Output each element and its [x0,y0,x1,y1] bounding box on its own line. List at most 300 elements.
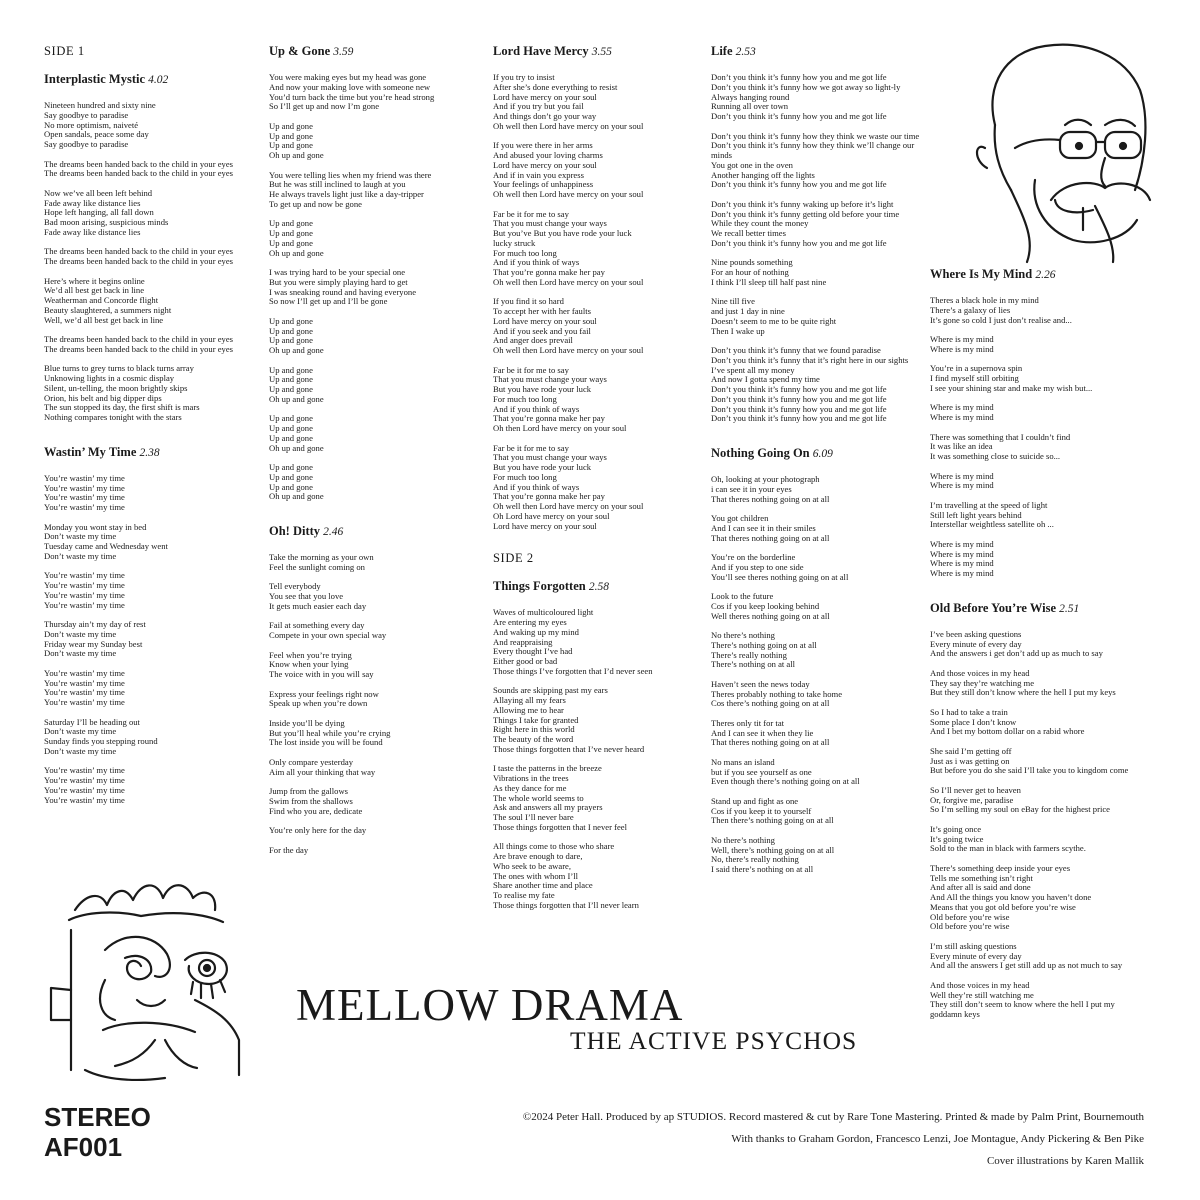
lyric-line: If you find it so hard [493,296,564,307]
lyric-line: And all the answers I get still add up as not much to say [930,960,1123,971]
lyric-line: To accept her with her faults [493,306,591,316]
lyric-line: lucky struck [493,237,536,248]
lyric-stanza [711,258,926,287]
lyric-line: Unknowing lights in a cosmic display [44,373,175,383]
lyric-line: Compete in your own special way [269,630,387,640]
lyric-line: And if in vain you express [493,169,584,180]
lyric-line: The voice with in you will say [269,669,374,679]
credit-line: With thanks to Graham Gordon, Francesco Lenzi, Joe Montague, Andy Pickering & Ben Pike [731,1133,1144,1145]
lyric-line: You’re wastin’ my time [44,472,125,483]
lyric-line: Old before you’re wise [930,921,1010,932]
song-name: Where Is My Mind [930,267,1033,281]
lyric-line: You’re in a supernova spin [930,363,1023,374]
lyric-line: We’d all best get back in line [44,285,145,296]
format-block [44,1102,151,1162]
lyric-stanza [44,571,264,610]
lyric-line: Only compare yesterday [269,756,353,767]
lyric-stanza [44,766,264,805]
lyric-stanza [44,718,264,757]
lyric-line: There’s really nothing [711,649,787,660]
lyric-line: I was sneaking round and having everyone [269,286,417,297]
lyric-line: Up and gone [269,384,313,394]
lyric-line: Oh then Lord have mercy on your soul [493,423,627,433]
lyric-line: Up and gone [269,228,313,238]
lyric-line: Don’t you think it’s funny getting old before your time [711,208,900,219]
lyric-line: The beauty of the word [493,734,574,744]
lyric-stanza [711,200,926,249]
lyric-line: If you were there in her arms [493,140,593,151]
song-block [493,579,703,910]
lyric-line: You’d turn back the time but you’re head strong [269,91,435,102]
lyric-line: Things I take for granted [493,714,579,725]
lyric-line: Find who you are, dedicate [269,805,363,816]
lyric-line: Where is my mind [930,548,994,559]
lyric-line: Or, forgive me, paradise [930,794,1014,805]
lyric-line: Don’t waste my time [44,628,117,639]
lyric-line: Well, there’s nothing going on at all [711,844,835,855]
lyric-stanza [711,592,926,621]
lyric-stanza [493,686,703,754]
lyric-line: But you have rode your luck [493,462,592,472]
lyric-line: Tells me something isn’t right [930,872,1033,883]
lyric-line: I find myself still orbiting [930,373,1019,383]
lyric-line: Don’t waste my time [44,745,117,756]
lyric-stanza [493,842,703,910]
song-block [930,267,1145,579]
lyric-line: For an hour of nothing [711,267,789,277]
lyric-line: Oh up and gone [269,150,324,160]
lyric-line: Beauty slaughtered, a summers night [44,304,172,315]
lyric-line: Up and gone [269,237,313,248]
song-name: Things Forgotten [493,579,586,594]
lyric-line: But they still don’t know where the hell I put my keys [930,687,1116,698]
lyric-line: Feel the sunlight coming on [269,561,365,572]
lyric-stanza [711,631,926,670]
lyric-line: That you must change your ways [493,374,607,385]
lyric-stanza [44,335,264,355]
lyric-line: Up and gone [269,218,313,229]
lyric-line: So I’m selling my soul on eBay for the highest price [930,804,1110,815]
lyric-stanza [44,189,264,238]
lyric-line: Don’t you think it’s funny how they think we waste our time [711,130,920,141]
lyric-line: You’re wastin’ my time [44,784,125,795]
lyric-line: There’s something deep inside your eyes [930,862,1071,873]
lyric-stanza [493,444,703,532]
song-duration: 2.46 [323,526,344,538]
lyric-line: Fade away like distance lies [44,226,141,237]
lyric-line: And All the things you know you haven’t done [930,892,1092,902]
face-sketch-bald-glasses [965,30,1165,265]
song-name: Oh! Ditty [269,524,321,538]
lyric-line: For much too long [493,471,557,482]
lyric-line: Don’t you think it’s funny how you and me got life [711,384,887,394]
lyric-line: Oh well then Lord have mercy on your soul [493,120,644,131]
lyric-line: Oh well then Lord have mercy on your soul [493,189,644,199]
lyric-line: Don’t you think it’s funny how we got away so light-ly [711,81,901,92]
lyric-line: Always hanging round [711,91,790,102]
lyric-line: You’re wastin’ my time [44,589,125,600]
lyric-line: Cos there’s nothing going on at all [711,698,830,709]
lyric-line: Up and gone [269,462,313,472]
lyric-line: Lord have mercy on your soul [493,315,597,326]
lyric-line: Vibrations in the trees [493,773,569,783]
lyric-line: Blue turns to grey turns to black turns array [44,363,194,374]
lyric-line: I see your shining star and make my wish but... [930,382,1093,393]
lyric-line: Where is my mind [930,558,994,569]
lyric-line: Those things forgotten that I’ve never heard [493,743,645,754]
lyric-line: Where is my mind [930,538,994,549]
song-title [44,72,264,87]
lyric-line: There was something that I couldn’t find [930,431,1071,442]
lyric-line: Either good or bad [493,656,558,666]
lyric-line: goddamn keys [930,1009,980,1019]
lyric-stanza [269,122,484,161]
lyric-line: You’re wastin’ my time [44,794,125,805]
lyric-line: You were making eyes but my head was gone [269,72,427,82]
lyric-line: Stand up and fight as one [711,795,799,806]
song-title [493,579,703,594]
lyric-line: After she’s done everything to resist [493,81,618,92]
lyric-line: You’re wastin’ my time [44,697,125,707]
lyric-line: Don’t you think it’s funny how you and me got life [711,72,887,82]
lyric-stanza [269,787,484,816]
lyrics-column-2 [269,44,484,877]
lyric-line: That you must change your ways [493,452,607,463]
lyric-line: Lord have mercy on your soul [493,159,597,170]
lyric-line: We recall better times [711,228,786,238]
lyric-line: Far be it for me to say [493,442,569,453]
lyric-line: Even though there’s nothing going on at all [711,776,860,787]
song-duration: 2.53 [735,46,756,58]
lyric-line: For much too long [493,393,557,404]
lyric-stanza [269,846,484,856]
lyric-line: But you’ve But you have rode your luck [493,228,632,238]
lyric-line: So I’ll get up and now I’m gone [269,101,380,112]
lyric-line: Say goodbye to paradise [44,139,129,149]
lyric-line: To realise my fate [493,890,555,900]
lyric-line: Well they’re still watching me [930,989,1034,1000]
lyric-line: The dreams been handed back to the child in your eyes [44,168,233,179]
lyric-stanza [493,141,703,200]
lyrics-column-4 [711,44,926,897]
lyric-line: Swim from the shallows [269,795,353,806]
side-label: SIDE 2 [493,551,534,566]
lyric-line: Where is my mind [930,480,994,491]
lyric-stanza [269,621,484,641]
lyric-line: And waking up my mind [493,626,579,637]
lyric-line: Theres probably nothing to take home [711,688,843,699]
lyric-line: As they dance for me [493,782,567,793]
lyric-line: So I had to take a train [930,706,1008,717]
lyric-stanza [269,719,484,748]
lyric-line: You’re wastin’ my time [44,492,125,503]
lyric-line: There’s a galaxy of lies [930,304,1011,315]
lyric-line: Saturday I’ll be heading out [44,716,140,727]
lyric-line: Know when your lying [269,659,349,670]
lyric-line: Right here in this world [493,724,575,735]
lyric-line: No more optimism, naiveté [44,119,139,130]
lyric-line: That theres nothing going on at all [711,532,830,543]
lyric-line: Up and gone [269,130,313,141]
song-block [493,44,703,531]
lyric-stanza [493,366,703,434]
lyric-line: Fade away like distance lies [44,197,141,208]
lyric-line: Those things forgotten that I’ll never learn [493,899,639,910]
lyric-line: Nine pounds something [711,257,793,268]
lyric-line: And those voices in my head [930,667,1030,678]
lyric-line: They still don’t seem to know where the hell I put my [930,999,1115,1010]
lyric-stanza [711,719,926,748]
lyric-line: Doesn’t seem to me to be quite right [711,315,837,326]
lyric-line: No there’s nothing [711,630,775,640]
lyric-line: But before you do she said I’ll take you to kingdom come [930,765,1129,776]
lyric-stanza [269,171,484,210]
lyric-line: But you have rode your luck [493,384,592,394]
lyric-stanza [711,836,926,875]
lyric-line: Share another time and place [493,880,593,891]
lyric-line: Cos if you keep looking behind [711,600,820,611]
lyric-line: No there’s nothing [711,834,775,845]
lyric-line: The whole world seems to [493,792,584,803]
song-name: Nothing Going On [711,446,810,460]
lyric-line: I’m travelling at the speed of light [930,499,1048,510]
lyric-stanza [711,680,926,709]
lyric-line: You’re wastin’ my time [44,599,125,610]
album-title: MELLOW DRAMA [296,980,684,1030]
lyric-line: You got one in the oven [711,159,793,170]
lyric-line: Every minute of every day [930,950,1022,961]
lyric-line: The sun stopped its day, the first shift is mars [44,402,200,413]
song-duration: 2.51 [1059,602,1080,615]
lyric-line: So I’ll never get to heaven [930,784,1021,795]
lyric-line: Who seek to be aware, [493,860,572,871]
lyric-line: No mans an island [711,756,775,767]
lyric-stanza [269,690,484,710]
song-block [711,44,926,424]
lyric-line: Don’t you think it’s funny how you and me got life [711,179,887,190]
lyric-stanza [930,540,1145,579]
lyric-line: And things don’t go your way [493,111,597,121]
lyric-line: Cos if you keep it to yourself [711,805,812,816]
lyric-stanza [711,758,926,787]
stereo-label: STEREO [44,1102,151,1132]
lyric-line: He always travels light just like a day-tripper [269,189,424,199]
lyric-line: Bad moon arising, suspicious minds [44,217,169,227]
lyric-stanza [493,764,703,832]
lyric-line: And now I gotta spend my time [711,374,820,385]
lyric-line: Don’t you think it’s funny how you and me got life [711,413,887,424]
lyric-line: Waves of multicoloured light [493,607,594,618]
song-duration: 2.26 [1035,269,1056,281]
lyric-line: Don’t you think it’s funny how you and me got life [711,111,887,121]
lyric-line: Far be it for me to say [493,364,569,375]
lyric-line: Don’t you think it’s funny how they think we’ll change our [711,140,915,151]
lyric-stanza [269,651,484,680]
lyric-line: I was trying hard to be your special one [269,267,406,277]
lyric-line: Don’t waste my time [44,726,117,737]
lyric-line: The soul I’ll never bare [493,812,574,822]
lyric-line: You’re wastin’ my time [44,687,125,698]
lyric-stanza [44,247,264,267]
lyric-stanza [930,825,1145,854]
lyric-line: But you’ll heal while you’re crying [269,727,391,738]
lyric-line: That you’re gonna make her pay [493,267,605,277]
lyric-line: Some place I don’t know [930,716,1017,727]
lyric-line: And abused your loving charms [493,150,603,160]
lyric-stanza [269,219,484,258]
lyric-line: But you were simply playing hard to get [269,276,408,287]
song-name: Wastin’ My Time [44,444,137,459]
lyric-line: No, there’s really nothing [711,854,799,865]
lyric-line: Oh well then Lord have mercy on your soul [493,501,644,511]
song-block [711,446,926,875]
lyric-line: Don’t waste my time [44,550,117,561]
lyric-line: but if you see yourself as one [711,766,812,777]
lyric-line: I said there’s nothing on at all [711,864,814,874]
lyric-line: They say they’re watching me [930,677,1035,688]
lyric-line: Interstellar weightless satellite oh ... [930,519,1054,530]
lyric-line: Up and gone [269,140,313,151]
lyric-line: I’m still asking questions [930,940,1017,951]
lyric-line: The dreams been handed back to the child in your eyes [44,246,233,257]
lyric-line: While they count the money [711,218,809,229]
lyric-line: It gets much easier each day [269,600,367,611]
lyric-line: minds [711,150,733,160]
lyric-stanza [711,553,926,582]
catalog-number: AF001 [44,1132,123,1162]
lyric-line: Don’t you think it’s funny that we found paradise [711,345,881,355]
lyric-line: Those things forgotten that I never feel [493,821,627,832]
lyric-line: Don’t waste my time [44,531,117,542]
lyric-line: You’re wastin’ my time [44,570,125,581]
lyric-line: Allaying all my fears [493,695,566,705]
lyric-line: Allowing me to hear [493,704,564,715]
lyric-line: She said I’m getting off [930,745,1012,756]
lyric-line: If you try to insist [493,72,555,82]
song-block [930,601,1145,1020]
lyric-line: Where is my mind [930,470,994,481]
lyric-line: Oh well then Lord have mercy on your soul [493,276,644,287]
lyric-stanza [269,366,484,405]
lyric-stanza [711,132,926,191]
lyric-stanza [493,608,703,676]
lyric-stanza [44,101,264,150]
lyric-line: Where is my mind [930,568,994,578]
lyric-stanza [711,297,926,336]
lyric-line: You’re wastin’ my time [44,775,125,785]
song-duration: 2.58 [588,581,609,594]
lyric-line: And if you try but you fail [493,101,584,112]
lyric-line: Don’t you think it’s funny how you and me got life [711,393,887,404]
lyric-line: That theres nothing going on at all [711,737,830,748]
lyric-line: And anger does prevail [493,335,573,346]
lyric-stanza [930,433,1145,462]
lyric-stanza [930,981,1145,1020]
song-title [44,445,264,460]
lyric-line: Tell everybody [269,581,321,592]
lyric-stanza [44,620,264,659]
lyric-line: You were telling lies when my friend was there [269,169,432,180]
lyric-line: Weatherman and Concorde flight [44,295,159,305]
lyric-line: Up and gone [269,413,313,424]
lyric-stanza [930,501,1145,530]
lyric-line: Well, we’d all best get back in line [44,314,164,325]
lyric-line: Lord have mercy on your soul [493,91,597,102]
lyric-line: Silent, un-telling, the moon brightly skips [44,382,188,393]
lyric-line: The dreams been handed back to the child in your eyes [44,334,233,344]
lyric-stanza [269,268,484,307]
lyric-line: Don’t you think it’s funny that it’s right here in our sights [711,354,909,365]
lyric-line: Nineteen hundred and sixty nine [44,100,156,110]
lyric-line: Just as i was getting on [930,755,1010,766]
lyric-line: Old before you’re wise [930,911,1010,922]
song-block [269,44,484,502]
lyric-line: You’re wastin’ my time [44,765,125,776]
credits [523,1106,1144,1172]
lyric-line: Orion, his belt and big dipper dips [44,392,162,403]
lyric-line: For much too long [493,247,557,258]
lyric-line: Theres only tit for tat [711,717,785,728]
lyric-line: All things come to those who share [493,841,615,852]
lyric-line: And if you seek and you fail [493,325,591,336]
lyric-line: Where is my mind [930,412,994,422]
credit-line: Cover illustrations by Karen Mallik [986,1155,1144,1167]
lyric-line: Friday wear my Sunday best [44,638,143,649]
lyric-stanza [930,472,1145,492]
lyric-line: To get up and now be gone [269,198,362,209]
lyric-line: Every thought I’ve had [493,646,573,657]
lyric-line: Hope left hanging, all fall down [44,207,154,218]
lyric-stanza [44,277,264,326]
lyric-line: You’re wastin’ my time [44,677,125,688]
lyric-line: Up and gone [269,120,313,131]
lyric-stanza [711,797,926,826]
lyric-line: Up and gone [269,335,313,346]
side-label: SIDE 1 [44,44,85,58]
lyric-line: That you must change your ways [493,218,607,229]
song-name: Life [711,44,733,58]
lyric-line: And now your making love with someone new [269,81,431,92]
song-title [930,267,1145,282]
lyric-stanza [269,553,484,573]
lyric-line: It was like an idea [930,441,993,452]
lyric-line: That you’re gonna make her pay [493,491,605,502]
lyric-stanza [44,523,264,562]
song-duration: 6.09 [812,448,833,460]
lyric-stanza [930,335,1145,355]
lyric-line: It was something close to suicide so... [930,451,1061,461]
lyric-line: You’ll see theres nothing going on at all [711,571,849,582]
lyric-stanza [930,747,1145,776]
lyric-stanza [269,758,484,778]
lyric-line: You’re wastin’ my time [44,482,125,493]
lyric-line: I taste the patterns in the breeze [493,763,602,774]
lyric-stanza [930,403,1145,423]
lyric-stanza [44,474,264,513]
lyrics-column-3 [493,44,703,933]
lyric-line: The dreams been handed back to the child in your eyes [44,256,233,266]
lyric-line: Up and gone [269,432,313,443]
lyric-line: Up and gone [269,364,313,375]
lyric-line: So now I’ll get up and I’ll be gone [269,296,388,307]
lyric-line: Where is my mind [930,402,994,413]
lyric-line: Speak up when you’re down [269,698,368,709]
lyric-line: Look to the future [711,591,774,601]
lyric-line: Inside you’ll be dying [269,717,345,728]
lyric-line: Jump from the gallows [269,786,349,796]
song-block [44,445,264,806]
lyric-line: Ask and answers all my prayers [493,802,603,813]
